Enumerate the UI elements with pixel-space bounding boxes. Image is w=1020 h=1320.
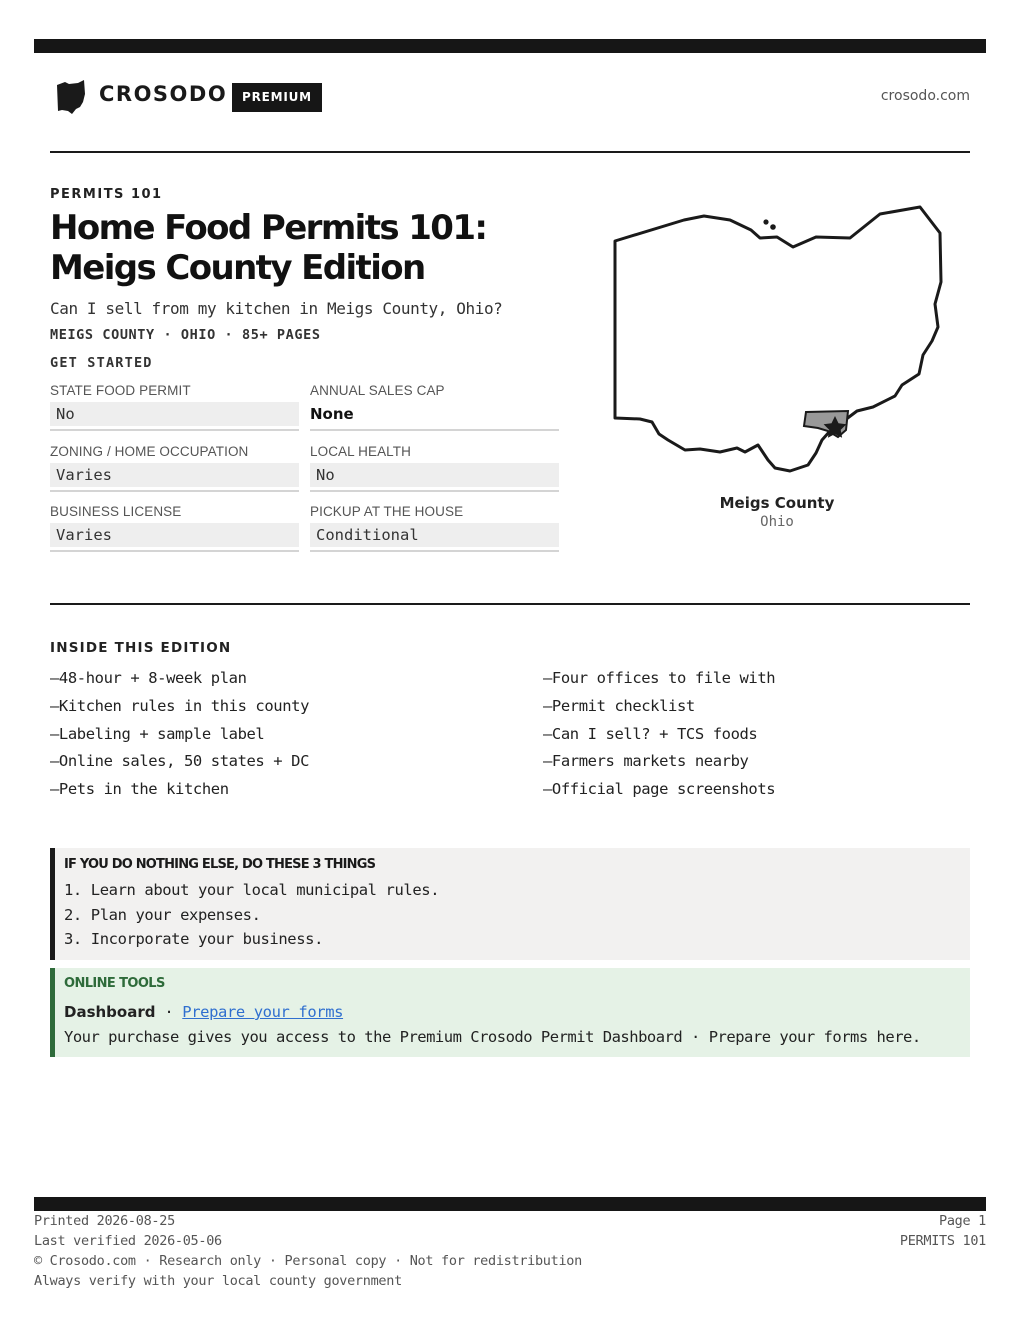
fact-pickup-at-house xyxy=(310,504,559,554)
verified-date: Last verified 2026-05-06 xyxy=(34,1233,222,1249)
callout-item: 2. Plan your expenses. xyxy=(64,905,261,924)
edition-meta: MEIGS COUNTY · OHIO · 85+ PAGES xyxy=(50,327,321,343)
contents-item: —Farmers markets nearby xyxy=(543,752,749,771)
fact-divider xyxy=(310,490,559,492)
header xyxy=(50,78,970,118)
separator: · xyxy=(155,1003,183,1021)
contents-item: —Permit checklist xyxy=(543,696,695,715)
contents-item: —Four offices to file with xyxy=(543,669,776,687)
footer-right xyxy=(900,1212,986,1252)
fact-divider xyxy=(310,550,559,552)
fact-label: LOCAL HEALTH xyxy=(310,444,411,459)
page-subtitle: Can I sell from my kitchen in Meigs County, Ohio? xyxy=(50,299,503,318)
printed-date: Printed 2026-08-25 xyxy=(34,1213,175,1229)
fact-label: PICKUP AT THE HOUSE xyxy=(310,504,464,519)
fact-zoning xyxy=(50,444,299,494)
contents-item: —Can I sell? + TCS foods xyxy=(543,724,758,743)
fact-label: ZONING / HOME OCCUPATION xyxy=(50,444,249,459)
fact-business-license xyxy=(50,504,299,554)
fact-value: Conditional xyxy=(310,523,559,547)
copyright-text: © Crosodo.com · Research only · Personal copy · Not for redistribution xyxy=(34,1253,582,1269)
ohio-county-map xyxy=(606,200,950,475)
fact-annual-sales-cap xyxy=(310,383,559,433)
page-number: Page 1 xyxy=(939,1213,986,1229)
fact-value: Varies xyxy=(50,463,299,487)
map-county-name: Meigs County xyxy=(719,494,835,512)
prepare-forms-link[interactable]: Prepare your forms xyxy=(182,1003,344,1021)
contents-list-right xyxy=(543,667,963,806)
get-started-heading: GET STARTED xyxy=(50,355,153,371)
lake-island-icon xyxy=(770,224,776,230)
footer-left xyxy=(34,1212,582,1292)
tools-description: Your purchase gives you access to the Premium Crosodo Permit Dashboard · Prepare your forms here. xyxy=(64,1028,921,1046)
premium-badge: PREMIUM xyxy=(232,83,322,112)
fact-divider xyxy=(50,490,299,492)
fact-value: None xyxy=(310,405,354,423)
dashboard-label: Dashboard xyxy=(64,1003,156,1021)
contents-item: —Official page screenshots xyxy=(543,780,776,798)
brand-name: CROSODO xyxy=(99,82,228,106)
section-divider xyxy=(50,603,970,605)
contents-item: —48-hour + 8-week plan xyxy=(50,669,247,687)
contents-item: —Labeling + sample label xyxy=(50,724,265,743)
inside-edition-heading: INSIDE THIS EDITION xyxy=(50,640,232,656)
contents-item: —Pets in the kitchen xyxy=(50,780,229,798)
ohio-outline xyxy=(615,207,941,471)
fact-divider xyxy=(310,429,559,431)
map-state-name: Ohio xyxy=(760,514,794,530)
contents-item: —Kitchen rules in this county xyxy=(50,696,310,715)
contents-list-left xyxy=(50,667,470,806)
tools-dashboard-line xyxy=(64,1001,970,1026)
top-bar xyxy=(34,39,986,53)
callout-item: 3. Incorporate your business. xyxy=(64,930,324,948)
disclaimer-text: Always verify with your local county government xyxy=(34,1273,402,1289)
online-tools-box xyxy=(50,968,970,1057)
header-divider xyxy=(50,151,970,153)
lake-island-icon xyxy=(763,219,768,224)
fact-value: No xyxy=(310,463,559,487)
page-title: Home Food Permits 101: Meigs County Edition xyxy=(50,208,487,288)
section-kicker: PERMITS 101 xyxy=(50,187,163,202)
fact-divider xyxy=(50,550,299,552)
fact-label: ANNUAL SALES CAP xyxy=(310,383,445,398)
callout-item: 1. Learn about your local municipal rules. xyxy=(64,881,440,899)
callout-heading: IF YOU DO NOTHING ELSE, DO THESE 3 THINGS xyxy=(64,857,376,872)
fact-divider xyxy=(50,429,299,431)
site-url[interactable]: crosodo.com xyxy=(880,88,970,104)
fact-state-food-permit xyxy=(50,383,299,433)
fact-label: STATE FOOD PERMIT xyxy=(50,383,191,398)
fact-value: No xyxy=(50,402,299,426)
map-caption xyxy=(677,494,877,530)
callout-list xyxy=(64,878,970,952)
tools-heading: ONLINE TOOLS xyxy=(64,976,165,991)
fact-value: Varies xyxy=(50,523,299,547)
ohio-logo-icon xyxy=(56,80,86,114)
top-three-callout xyxy=(50,848,970,960)
contents-item: —Online sales, 50 states + DC xyxy=(50,752,310,771)
footer-section: PERMITS 101 xyxy=(899,1233,986,1249)
bottom-bar xyxy=(34,1197,986,1211)
fact-local-health xyxy=(310,444,559,494)
fact-label: BUSINESS LICENSE xyxy=(50,504,182,519)
